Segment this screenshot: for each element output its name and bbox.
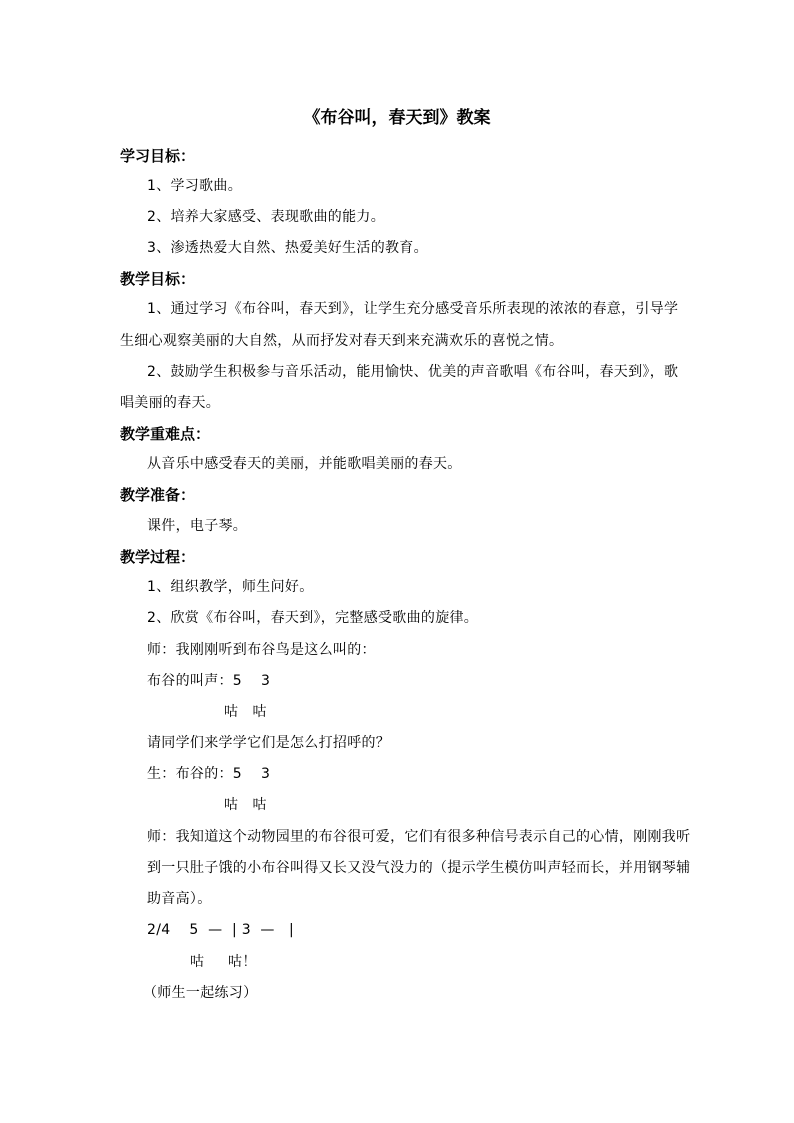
learning-goal-item: 3、渗透热爱大自然、热爱美好生活的教育。	[147, 240, 428, 256]
document-title: 《布谷叫，春天到》教案	[303, 108, 491, 128]
process-line: 到一只肚子饿的小布谷叫得又长又没气没力的（提示学生模仿叫声轻而长，并用钢琴辅	[147, 860, 691, 876]
process-line: 布谷的叫声：5 3	[147, 673, 271, 689]
process-line: 师：我知道这个动物园里的布谷很可爱，它们有很多种信号表示自己的心情，刚刚我听	[147, 829, 691, 845]
preparation-heading: 教学准备：	[120, 486, 196, 504]
teaching-goals-heading: 教学目标：	[120, 270, 196, 288]
teaching-goal-line: 1、通过学习《布谷叫，春天到》，让学生充分感受音乐所表现的浓浓的春意，引导学	[147, 301, 679, 317]
teaching-goal-line: 生细心观察美丽的大自然，从而抒发对春天到来充满欢乐的喜悦之情。	[120, 333, 564, 349]
key-points-heading: 教学重难点：	[120, 425, 211, 443]
process-line: （师生一起练习）	[143, 985, 258, 1001]
process-line: 2/4 5 — | 3 — |	[147, 922, 294, 938]
key-points-text: 从音乐中感受春天的美丽，并能歌唱美丽的春天。	[147, 456, 462, 472]
learning-goal-item: 1、学习歌曲。	[147, 178, 243, 194]
process-line: 助音高）。	[147, 891, 212, 907]
process-line: 咕 咕	[224, 704, 267, 720]
process-line: 1、组织教学，师生问好。	[147, 579, 314, 595]
teaching-goal-line: 唱美丽的春天。	[120, 395, 221, 411]
learning-goal-item: 2、培养大家感受、表现歌曲的能力。	[147, 209, 386, 225]
process-heading: 教学过程：	[120, 548, 196, 566]
process-line: 咕 咕！	[190, 954, 257, 970]
learning-goals-heading: 学习目标：	[120, 147, 196, 165]
process-line: 2、欣赏《布谷叫，春天到》，完整感受歌曲的旋律。	[147, 610, 479, 626]
process-line: 生：布谷的：5 3	[147, 766, 271, 782]
process-line: 师：我刚刚听到布谷鸟是这么叫的：	[147, 642, 376, 658]
preparation-text: 课件，电子琴。	[147, 518, 248, 534]
process-line: 请同学们来学学它们是怎么打招呼的？	[147, 735, 391, 751]
teaching-goal-line: 2、鼓励学生积极参与音乐活动，能用愉快、优美的声音歌唱《布谷叫，春天到》，歌	[147, 364, 679, 380]
process-line: 咕 咕	[224, 797, 267, 813]
